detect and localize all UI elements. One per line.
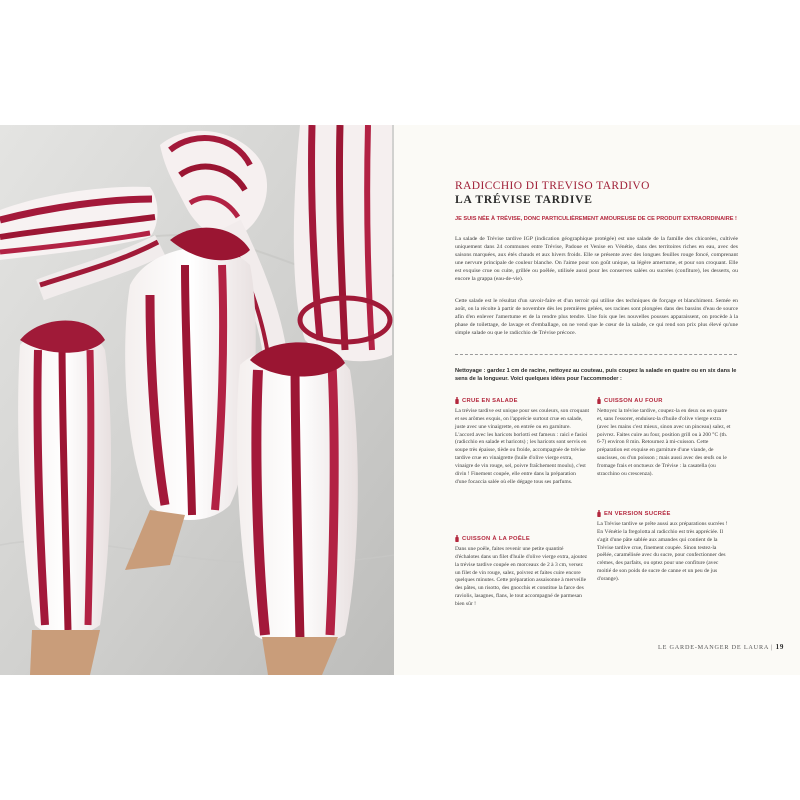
section-heading	[597, 510, 731, 517]
section-sucree	[597, 510, 731, 584]
title-french: LA TRÉVISE TARDIVE	[455, 194, 593, 206]
section-heading	[597, 397, 731, 404]
divider	[455, 354, 737, 355]
section-text: La trévise tardive est unique pour ses couleurs, son croquant et ses arômes exquis, on l'apprécie surtout crue en salade, juste avec une vinaigrette, en entrée ou en garniture. L'accord avec les haricots borlotti est fameux : raicì e fasioi (radicchio en salade et haricots) ; les haricots sont servis en soupe très épaisse, tiède ou froide, accompagnée de trévise tardive crue en vinaigrette (huile d'olive vierge extra, vinaigre de vin rouge, sel, poivre fraîchement moulu), c'est divin ! Finement coupée, elle entre dans la préparation d'une focaccia salée où elle dégage tous ses parfums.	[455, 408, 590, 485]
bottle-icon	[597, 397, 601, 404]
section-crue	[455, 397, 589, 486]
section-four	[597, 397, 731, 479]
page-number: 19	[775, 643, 785, 651]
section-heading	[455, 397, 589, 404]
section-heading	[455, 535, 589, 542]
section-heading-label: CUISSON AU FOUR	[604, 397, 663, 404]
intro-text: JE SUIS NÉE À TRÉVISE, DONC PARTICULIÈREMENT AMOUREUSE DE CE PRODUIT EXTRAORDINAIRE !	[455, 216, 737, 222]
title-italian: RADICCHIO DI TREVISO TARDIVO	[455, 180, 650, 192]
paragraph-2: Cette salade est le résultat d'un savoir-faire et d'un terroir qui utilise des techniques de forçage et blanchiment. Semée en août, on la récolte à partir de novembre dès les premières gelées, ses racines sont plongées dans des bassins d'eau de source afin d'en enlever l'amertume et de la rendre plus tendre. Une fois que les nouvelles pousses apparaissent, on procède à la phase de toilettage, de lavage et d'emballage, on ne vend que le cœur de la salade, ce qui rend son prix plus élevé qu'une simple salade ou que le radicchio de Trévise précoce.	[455, 298, 738, 337]
bottle-icon	[455, 535, 459, 542]
bottle-icon	[455, 397, 459, 404]
cleaning-lead: Nettoyage : gardez 1 cm de racine, nettoyez au couteau, puis coupez la salade en quatre ou en six dans le sens de la longueur. Voici quelques idées pour l'accommoder :	[455, 368, 737, 383]
section-heading-label: EN VERSION SUCRÉE	[604, 510, 671, 517]
footer-book-title: LE GARDE-MANGER DE LAURA	[658, 644, 769, 651]
radicchio-illustration	[0, 125, 394, 675]
book-spread	[0, 125, 800, 675]
section-poele	[455, 535, 589, 609]
section-text: Nettoyez la trévise tardive, coupez-la en deux ou en quatre et, sans l'essorer, enduisez-la d'huile d'olive vierge extra (avec les mains c'est mieux, sinon avec un pinceau) salez, et poivrez. Faites cuire au four, position grill ou à 200 °C (th. 6-7) environ 8 min. Retournez à mi-cuisson. Cette préparation est exquise en garniture d'une viande, de saucisses, ou d'un poisson ; mais aussi avec des œufs ou le fromage frais et onctueux de Trévise : la casatella (ou stracchino ou crescenza).	[597, 408, 731, 477]
paragraph-1: La salade de Trévise tardive IGP (indication géographique protégée) est une salade de la famille des chicorées, cultivée uniquement dans 24 communes entre Trévise, Padoue et Venise en Vénétie, dans des territoires riches en eau, avec des saisons marquées, aux étés chauds et aux hivers froids. Elle se présente avec des longues feuilles rouge foncé, comprenant une nervure principale de couleur blanche. On l'aime pour son goût unique, sa légère amertume, et pour son croquant. Elle est exquise crue ou cuite, grillée ou poêlée, utilisée aussi pour les conserves salées ou sucrées (confiture), les desserts, ou encore la grappa (eau-de-vie).	[455, 236, 738, 283]
radicchio-photo	[0, 125, 394, 675]
page-footer	[658, 643, 784, 651]
bottle-icon	[597, 510, 601, 517]
section-text: Dans une poêle, faites revenir une petite quantité d'échalotes dans un filet d'huile d'olive vierge extra, ajoutez la trévise tardive coupée en morceaux de 2 à 3 cm, versez un filet de vin rouge, salez, poivrez et faites cuire encore quelques minutes. Cette préparation assaisonne à merveille des pâtes, un risotto, des gnocchis et constitue la farce des raviolis, lasagnes, flans, le tout accompagné de parmesan bien sûr !	[455, 546, 588, 607]
footer-separator: |	[771, 644, 776, 651]
text-page	[394, 125, 800, 675]
section-text: La Trévise tardive se prête aussi aux préparations sucrées ! En Vénétie la fregolotta al radicchio est très appréciée. Il s'agit d'une pâte sablée aux amandes qui contient de la Trévise tardive crue, finement coupée. Sinon testez-la poêlée, caramélisée avec du sucre, pour confectionner des crèmes, des parfaits, ou optez pour une confiture (avec moitié de son poids de sucre de canne et un peu de jus d'orange).	[597, 521, 728, 582]
section-heading-label: CUISSON À LA POÊLE	[462, 535, 530, 542]
section-heading-label: CRUE EN SALADE	[462, 397, 518, 404]
